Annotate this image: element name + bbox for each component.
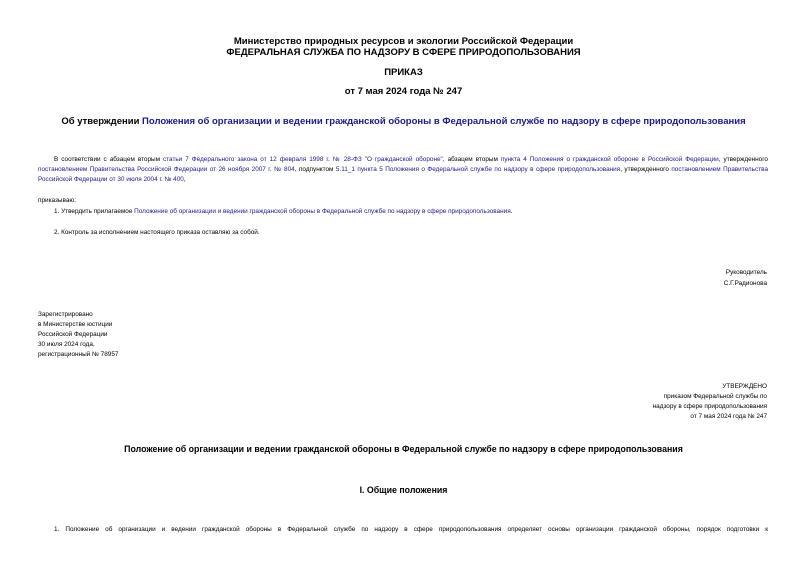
preamble-text: , подпунктом bbox=[294, 166, 336, 173]
approval-line: от 7 мая 2024 года № 247 bbox=[690, 413, 767, 420]
registration-line: Зарегистрировано bbox=[38, 311, 93, 318]
regulation-title: Положение об организации и ведении гражданской обороны в Федеральной службе по надзору в сфере природопользования bbox=[124, 444, 683, 454]
preamble-text: , утвержденного bbox=[718, 156, 768, 163]
document-date-number: от 7 мая 2024 года № 247 bbox=[344, 86, 463, 97]
subject-prefix: Об утверждении bbox=[61, 116, 143, 127]
registration-block bbox=[38, 310, 238, 360]
item-1-prefix: 1. Утвердить прилагаемое bbox=[54, 208, 135, 215]
registration-line: регистрационный № 78957 bbox=[38, 351, 119, 358]
order-item-1 bbox=[54, 207, 512, 217]
service-name: ФЕДЕРАЛЬНАЯ СЛУЖБА ПО НАДЗОРУ В СФЕРЕ ПРИРОДОПОЛЬЗОВАНИЯ bbox=[226, 47, 581, 58]
item-1-link[interactable]: Положение об организации и ведении гражданской обороны в Федеральной службе по надзору в сфере природопользования bbox=[134, 208, 511, 215]
registration-line: в Министерстве юстиции bbox=[38, 321, 113, 328]
subject-link[interactable]: Положения об организации и ведении гражданской обороны в Федеральной службе по надзору в сфере природопользования bbox=[142, 116, 746, 127]
regulation-paragraph-1: 1. Положение об организации и ведении гражданской обороны в Федеральной службе по надзору в сфере природопользования определяет основы организации гражданской обороны, порядок подготовки к bbox=[54, 526, 768, 533]
preamble-link-service-regulation[interactable]: 5.11_1 пункта 5 Положения о Федеральной службе по надзору в сфере природопользования bbox=[335, 166, 621, 173]
document-type: ПРИКАЗ bbox=[384, 67, 423, 78]
preamble-text: В соответствии с абзацем вторым bbox=[54, 156, 163, 163]
preamble-text: , bbox=[183, 176, 186, 183]
approval-line: УТВЕРЖДЕНО bbox=[722, 383, 767, 390]
signatory-title: Руководитель bbox=[725, 269, 767, 276]
preamble-link-civil-defense-regulation[interactable]: пункта 4 Положения о гражданской обороне в Российской Федерации bbox=[500, 156, 719, 163]
item-1-suffix: . bbox=[510, 208, 513, 215]
approval-line: надзору в сфере природопользования bbox=[652, 403, 767, 410]
approval-line: приказом Федеральной службы по bbox=[663, 393, 767, 400]
registration-line: 30 июля 2024 года, bbox=[38, 341, 95, 348]
ministry-name: Министерство природных ресурсов и экологии Российской Федерации bbox=[233, 36, 574, 47]
order-subject bbox=[0, 116, 807, 127]
order-item-2: 2. Контроль за исполнением настоящего приказа оставляю за собой. bbox=[54, 229, 260, 236]
preamble-link-decree-400[interactable]: постановлением Правительства Российской Федерации от 30 июля 2004 г. № 400 bbox=[38, 166, 768, 183]
preamble-paragraph bbox=[38, 155, 768, 185]
signatory-name: С.Г.Радионова bbox=[723, 280, 767, 287]
preamble-link-decree-804[interactable]: постановлением Правительства Российской Федерации от 26 ноября 2007 г. № 804 bbox=[38, 166, 295, 173]
preamble-text: , абзацем вторым bbox=[442, 156, 501, 163]
preamble-text: , утвержденного bbox=[620, 166, 672, 173]
section-title: I. Общие положения bbox=[359, 485, 448, 495]
preamble-link-federal-law[interactable]: статьи 7 Федерального закона от 12 февраля 1998 г. № 28-ФЗ "О гражданской обороне" bbox=[163, 156, 443, 163]
order-word: приказываю: bbox=[38, 197, 76, 204]
registration-line: Российской Федерации bbox=[38, 331, 108, 338]
approval-block bbox=[567, 382, 767, 422]
